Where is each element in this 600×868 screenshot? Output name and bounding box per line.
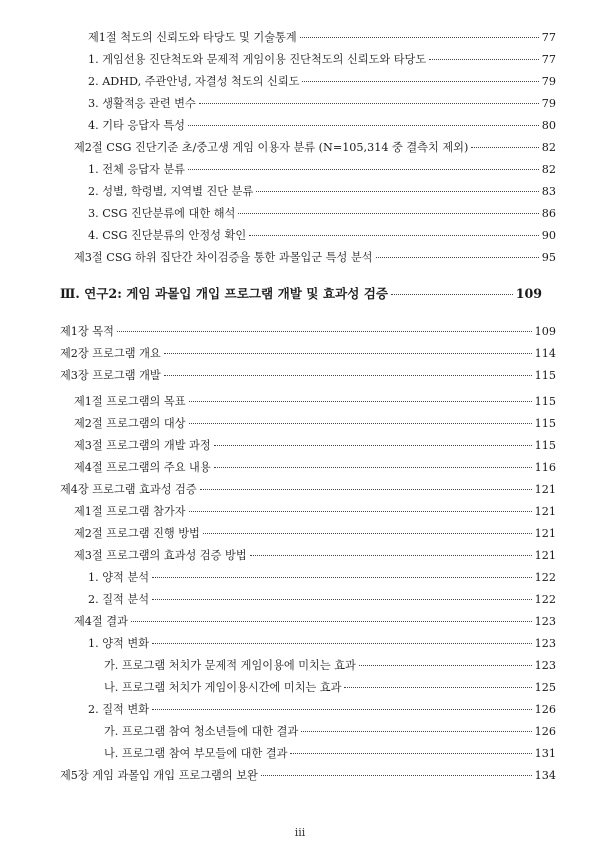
dot-leader — [344, 687, 531, 688]
toc-entry-label: 제2장 프로그램 개요 — [60, 347, 161, 360]
toc-entry-label: 2. 질적 분석 — [88, 593, 150, 606]
dot-leader — [164, 353, 532, 354]
toc-entry[interactable] — [104, 722, 556, 742]
toc-entry[interactable] — [60, 322, 556, 342]
dot-leader — [391, 294, 513, 295]
toc-entry-page: 121 — [534, 527, 556, 540]
toc-entry-label: 제1절 척도의 신뢰도와 타당도 및 기술통계 — [88, 31, 297, 44]
toc-entry-label: 나. 프로그램 참여 부모들에 대한 결과 — [104, 747, 288, 760]
toc-section-label: Ⅲ. 연구2: 게임 과몰입 개입 프로그램 개발 및 효과성 검증 — [60, 286, 389, 301]
toc-entry-label: 1. 전체 응답자 분류 — [88, 163, 185, 176]
toc-entry-page: 90 — [541, 229, 556, 242]
dot-leader — [249, 235, 539, 236]
dot-leader — [200, 489, 532, 490]
toc-entry[interactable] — [88, 28, 556, 48]
toc-entry-page: 134 — [534, 769, 556, 782]
toc-section-page: 109 — [515, 286, 542, 301]
page-number-footer: iii — [294, 826, 306, 839]
dot-leader — [189, 511, 532, 512]
toc-entry-label: 제5장 게임 과몰입 개입 프로그램의 보완 — [60, 769, 258, 782]
dot-leader — [189, 423, 532, 424]
dot-leader — [238, 213, 538, 214]
dot-leader — [301, 731, 531, 732]
toc-entry-page: 126 — [534, 703, 556, 716]
toc-entry-page: 83 — [541, 185, 556, 198]
toc-entry-label: 제3절 CSG 하위 집단간 차이검증을 통한 과몰입군 특성 분석 — [74, 251, 373, 264]
toc-entry-label: 제4절 결과 — [74, 615, 128, 628]
toc-entry-page: 121 — [534, 549, 556, 562]
dot-leader — [203, 533, 532, 534]
dot-leader — [188, 169, 539, 170]
toc-entry-label: 제1절 프로그램 참가자 — [74, 505, 186, 518]
toc-entry[interactable] — [104, 678, 556, 698]
toc-entry-label: 2. ADHD, 주관안녕, 자결성 척도의 신뢰도 — [88, 75, 300, 88]
toc-entry-label: 4. CSG 진단분류의 안정성 확인 — [88, 229, 247, 242]
toc-entry[interactable] — [74, 612, 556, 632]
toc-entry-page: 115 — [534, 395, 556, 408]
toc-entry[interactable] — [104, 656, 556, 676]
dot-leader — [117, 331, 532, 332]
toc-entry[interactable] — [60, 480, 556, 500]
toc-entry-label: 3. 생활적응 관련 변수 — [88, 97, 196, 110]
toc-entry-page: 82 — [541, 163, 556, 176]
toc-entry[interactable] — [74, 248, 556, 268]
toc-entry-label: 제2절 프로그램의 대상 — [74, 417, 186, 430]
toc-entry[interactable] — [88, 700, 556, 720]
toc-entry[interactable] — [88, 226, 556, 246]
toc-entry-page: 122 — [534, 593, 556, 606]
toc-entry-label: 2. 성별, 학령별, 지역별 진단 분류 — [88, 185, 254, 198]
toc-entry-page: 95 — [541, 251, 556, 264]
toc-entry-label: 나. 프로그램 처치가 게임이용시간에 미치는 효과 — [104, 681, 342, 694]
toc-entry-label: 제3절 프로그램의 개발 과정 — [74, 439, 211, 452]
toc-entry[interactable] — [74, 458, 556, 478]
toc-entry-page: 126 — [534, 725, 556, 738]
dot-leader — [131, 621, 532, 622]
toc-entry-label: 제1절 프로그램의 목표 — [74, 395, 186, 408]
toc-entry[interactable] — [88, 116, 556, 136]
toc-entry-page: 82 — [541, 141, 556, 154]
toc-entry[interactable] — [74, 546, 556, 566]
toc-entry[interactable] — [88, 160, 556, 180]
toc-entry[interactable] — [88, 182, 556, 202]
toc-entry-label: 제2절 CSG 진단기준 초/중고생 게임 이용자 분류 (N=105,314 중 결측치 제외) — [74, 141, 469, 154]
toc-entry-label: 제4절 프로그램의 주요 내용 — [74, 461, 211, 474]
toc-entry[interactable] — [60, 344, 556, 364]
toc-entry-page: 121 — [534, 505, 556, 518]
toc-entry[interactable] — [88, 72, 556, 92]
toc-entry[interactable] — [74, 414, 556, 434]
dot-leader — [376, 257, 539, 258]
dot-leader — [188, 125, 539, 126]
toc-entry[interactable] — [88, 204, 556, 224]
dot-leader — [302, 81, 538, 82]
toc-entry-page: 122 — [534, 571, 556, 584]
toc-entry-page: 115 — [534, 439, 556, 452]
dot-leader — [290, 753, 531, 754]
toc-entry-page: 109 — [534, 325, 556, 338]
dot-leader — [261, 775, 532, 776]
toc-entry[interactable] — [88, 568, 556, 588]
dot-leader — [359, 665, 532, 666]
toc-entry-page: 115 — [534, 417, 556, 430]
toc-entry-label: 2. 질적 변화 — [88, 703, 150, 716]
toc-entry-page: 131 — [534, 747, 556, 760]
toc-entry-label: 1. 게임선용 진단척도와 문제적 게임이용 진단척도의 신뢰도와 타당도 — [88, 53, 427, 66]
toc-entry-label: 4. 기타 응답자 특성 — [88, 119, 185, 132]
toc-entry-page: 123 — [534, 659, 556, 672]
toc-entry-page: 123 — [534, 637, 556, 650]
toc-entry[interactable] — [74, 436, 556, 456]
toc-entry[interactable] — [104, 744, 556, 764]
toc-entry[interactable] — [60, 366, 556, 386]
dot-leader — [300, 37, 539, 38]
toc-entry-page: 77 — [541, 53, 556, 66]
toc-entry-label: 제3장 프로그램 개발 — [60, 369, 161, 382]
dot-leader — [214, 467, 532, 468]
toc-entry[interactable] — [74, 138, 556, 158]
toc-entry-page: 79 — [541, 97, 556, 110]
toc-entry[interactable] — [88, 50, 556, 70]
toc-entry[interactable] — [88, 634, 556, 654]
dot-leader — [429, 59, 539, 60]
dot-leader — [250, 555, 532, 556]
toc-entry[interactable] — [74, 392, 556, 412]
dot-leader — [152, 599, 532, 600]
toc-entry-page: 116 — [534, 461, 556, 474]
dot-leader — [164, 375, 532, 376]
dot-leader — [152, 709, 532, 710]
toc-entry-label: 제2절 프로그램 진행 방법 — [74, 527, 200, 540]
toc-entry[interactable] — [88, 94, 556, 114]
toc-entry-label: 가. 프로그램 참여 청소년들에 대한 결과 — [104, 725, 299, 738]
toc-entry-label: 1. 양적 분석 — [88, 571, 150, 584]
toc-entry[interactable] — [74, 502, 556, 522]
toc-entry-page: 114 — [534, 347, 556, 360]
toc-entry-page: 125 — [534, 681, 556, 694]
toc-entry-page: 86 — [541, 207, 556, 220]
dot-leader — [199, 103, 539, 104]
dot-leader — [152, 577, 532, 578]
toc-entry-label: 제1장 목적 — [60, 325, 114, 338]
toc-entry-label: 제4장 프로그램 효과성 검증 — [60, 483, 197, 496]
dot-leader — [189, 401, 532, 402]
toc-entry-label: 1. 양적 변화 — [88, 637, 150, 650]
toc-section-heading[interactable] — [60, 282, 542, 306]
toc-entry[interactable] — [60, 766, 556, 786]
toc-entry[interactable] — [88, 590, 556, 610]
dot-leader — [256, 191, 538, 192]
dot-leader — [152, 643, 532, 644]
toc-entry-label: 제3절 프로그램의 효과성 검증 방법 — [74, 549, 247, 562]
toc-entry-label: 3. CSG 진단분류에 대한 해석 — [88, 207, 236, 220]
toc-entry-page: 123 — [534, 615, 556, 628]
toc-entry[interactable] — [74, 524, 556, 544]
dot-leader — [471, 147, 538, 148]
toc-entry-page: 80 — [541, 119, 556, 132]
toc-entry-page: 121 — [534, 483, 556, 496]
toc-entry-page: 77 — [541, 31, 556, 44]
toc-entry-page: 79 — [541, 75, 556, 88]
dot-leader — [214, 445, 532, 446]
toc-entry-page: 115 — [534, 369, 556, 382]
toc-entry-label: 가. 프로그램 처치가 문제적 게임이용에 미치는 효과 — [104, 659, 356, 672]
